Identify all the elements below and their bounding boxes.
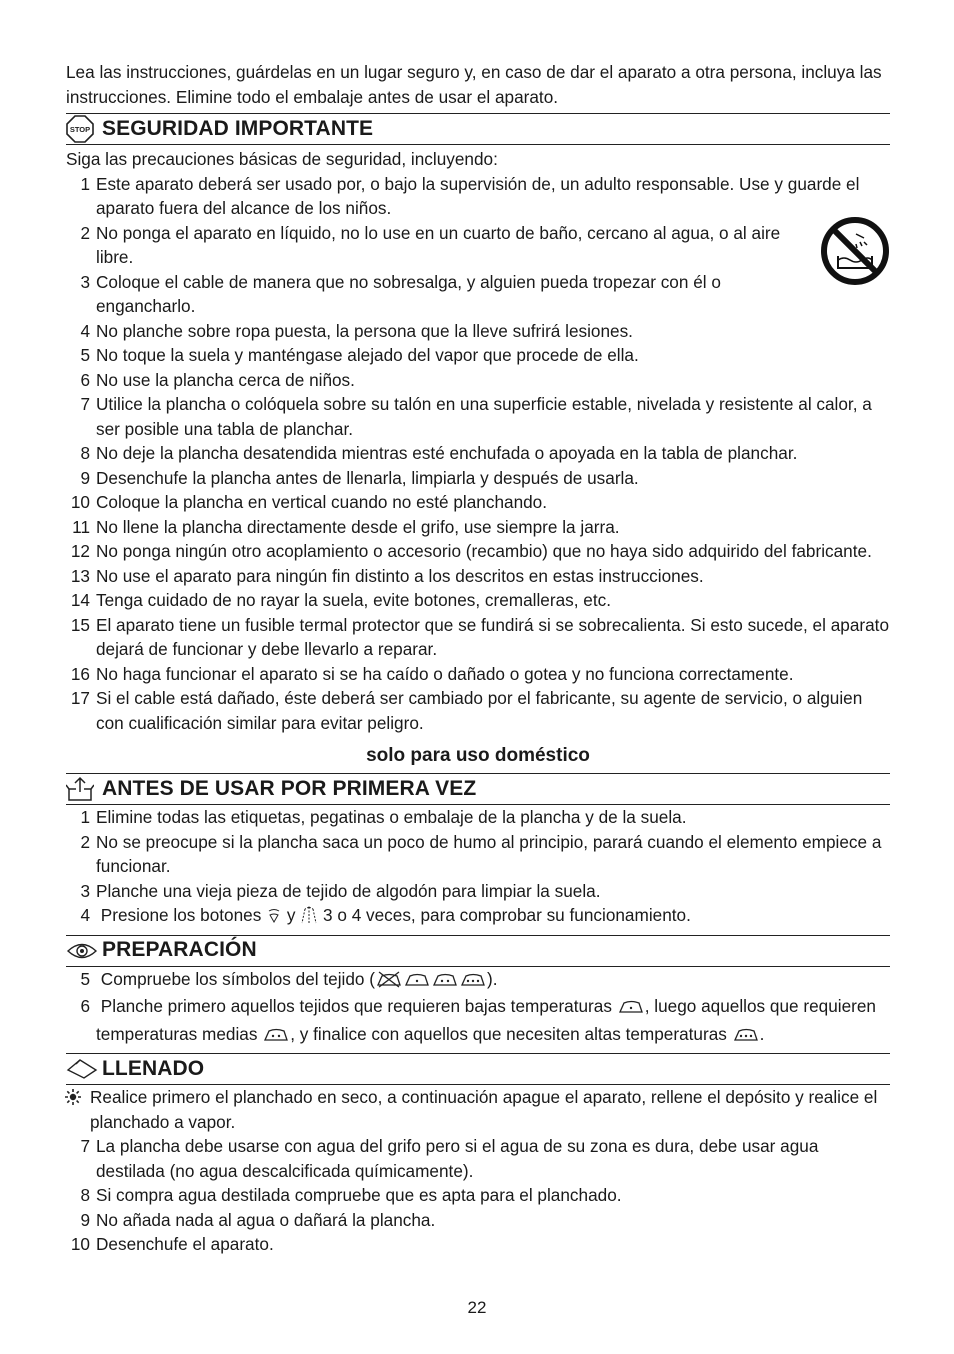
list-item: [66, 539, 890, 564]
item-text: No planche sobre ropa puesta, la persona que la lleve sufrirá lesiones.: [96, 320, 633, 341]
item-number: 13: [70, 565, 90, 586]
section-header-filling: [66, 1053, 890, 1085]
filling-list: [66, 1134, 890, 1257]
list-item: 6 Planche primero aquellos tejidos que requieren bajas temperaturas , luego aquellos que requieren temperaturas medias , y finalice con aquellos que necesiten altas temperaturas .: [66, 994, 890, 1049]
item-text: No use el aparato para ningún fin distinto a los descritos en estas instrucciones.: [96, 565, 704, 586]
section-header-first-use: [66, 773, 890, 805]
item-text: Desenchufe el aparato.: [96, 1234, 274, 1254]
intro-paragraph: Lea las instrucciones, guárdelas en un lugar seguro y, en caso de dar el aparato a otra persona, incluya las instrucciones. Elimine todo el embalaje antes de usar el aparato.: [66, 62, 882, 107]
iron-high-icon: [459, 970, 487, 995]
list-item: [66, 805, 890, 830]
list-item: [66, 172, 890, 221]
svg-text:STOP: STOP: [69, 125, 91, 134]
list-item: [66, 515, 890, 540]
item-number: 9: [80, 467, 90, 488]
list-item: [66, 686, 890, 735]
item-text: El aparato tiene un fusible termal protector que se fundirá si se sobrecalienta. Si esto sucede, el aparato dejará de funcionar y debe llevarlo a reparar.: [96, 614, 889, 659]
item-text: No añada nada al agua o dañará la plancha.: [96, 1209, 436, 1230]
item-text: No ponga el aparato en líquido, no lo use en un cuarto de baño, cercano al agua, o al aire libre.: [96, 222, 781, 267]
item-number: 11: [72, 516, 90, 537]
safety-list: [66, 172, 890, 736]
item-number: 15: [70, 614, 90, 635]
item-text: No se preocupe si la plancha saca un poco de humo al principio, parará cuando el elemento empiece a funcionar.: [96, 831, 882, 876]
item-text: Planche una vieja pieza de tejido de algodón para limpiar la suela.: [96, 880, 601, 901]
preparation-list: [66, 967, 890, 1050]
section-title: SEGURIDAD IMPORTANTE: [102, 116, 374, 140]
item-number: 1: [80, 173, 90, 194]
no-iron-icon: [375, 970, 403, 995]
item-text: Si compra agua destilada compruebe que es apta para el planchado.: [96, 1185, 622, 1205]
section-title: PREPARACIÓN: [102, 938, 257, 962]
list-item: [66, 613, 890, 662]
first-use-list-item4: [66, 903, 890, 931]
list-item: 4 Presione los botones y 3 o 4 veces, para comprobar su funcionamiento.: [66, 903, 890, 931]
item-text: No haga funcionar el aparato si se ha caído o dañado o gotea y no funciona correctamente.: [96, 663, 794, 684]
list-item: [66, 441, 890, 466]
page-number: 22: [467, 1298, 487, 1317]
list-item: [66, 319, 890, 344]
item-number: 7: [80, 394, 90, 414]
list-item: [66, 466, 890, 491]
section-header-preparation: [66, 935, 890, 967]
item-number: 3: [80, 880, 90, 901]
item-number: 14: [70, 590, 90, 610]
steam-shot-icon: [266, 906, 282, 931]
item-text: Desenchufe la plancha antes de llenarla, limpiarla y después de usarla.: [96, 467, 639, 488]
first-use-list: [66, 805, 890, 903]
no-water-bath-icon: [820, 216, 890, 286]
item-number: 16: [70, 663, 90, 684]
list-item: [66, 1232, 890, 1257]
domestic-use-note: solo para uso doméstico: [366, 745, 590, 766]
list-item: [66, 270, 890, 319]
section-title: LLENADO: [102, 1056, 205, 1080]
iron-medium-icon: [262, 1025, 290, 1050]
item-number: 3: [80, 271, 90, 292]
list-item: [66, 490, 890, 515]
item-number: 10: [70, 492, 90, 512]
item-number: 6: [80, 369, 90, 390]
eye-icon: [66, 941, 102, 961]
item-text: No toque la suela y manténgase alejado del vapor que procede de ella.: [96, 345, 639, 365]
safety-lead: Siga las precauciones básicas de seguridad, incluyendo:: [66, 149, 498, 169]
item-number: 10: [70, 1234, 90, 1254]
item-number: 17: [70, 688, 90, 708]
section-title: ANTES DE USAR POR PRIMERA VEZ: [102, 776, 477, 800]
item-number: 5: [80, 345, 90, 365]
section-header-safety: [66, 113, 890, 145]
iron-low-icon: [403, 970, 431, 995]
jug-icon: [66, 1058, 102, 1080]
item-text: No deje la plancha desatendida mientras esté enchufada o apoyada en la tabla de planchar.: [96, 443, 798, 463]
list-item: [66, 662, 890, 687]
unpack-box-icon: [66, 776, 102, 802]
item-text: No ponga ningún otro acoplamiento o accesorio (recambio) que no haya sido adquirido del fabricante.: [96, 541, 872, 561]
list-item: [66, 879, 890, 904]
item-number: 8: [80, 443, 90, 463]
item-text: Elimine todas las etiquetas, pegatinas o embalaje de la plancha y de la suela.: [96, 807, 687, 827]
item-number: 7: [80, 1136, 90, 1156]
list-item: [66, 564, 890, 589]
iron-high-icon: [732, 1025, 760, 1050]
list-item: [66, 343, 890, 368]
item-number: 2: [80, 831, 90, 852]
item-number: 2: [80, 222, 90, 243]
list-item: [66, 392, 890, 441]
list-item: [66, 1183, 890, 1208]
iron-medium-icon: [431, 970, 459, 995]
item-number: 8: [80, 1185, 90, 1205]
item-number: 1: [80, 807, 90, 827]
item-number: 9: [80, 1209, 90, 1230]
stop-icon: [66, 115, 102, 143]
list-item: 5 Compruebe los símbolos del tejido ( ).: [66, 967, 890, 995]
list-item: [66, 1134, 890, 1183]
iron-low-icon: [617, 997, 645, 1022]
item-text: Utilice la plancha o colóquela sobre su talón en una superficie estable, nivelada y resistente al calor, a ser posible una tabla de planchar.: [96, 394, 872, 439]
filling-note: [66, 1085, 890, 1134]
manual-page: [66, 60, 890, 1257]
list-item: [66, 830, 890, 879]
item-number: 12: [70, 541, 90, 561]
item-text: Coloque el cable de manera que no sobresalga, y alguien pueda tropezar con él o engancharlo.: [96, 271, 721, 316]
list-item: [66, 221, 890, 270]
list-item: [66, 1208, 890, 1233]
item-text: La plancha debe usarse con agua del grifo pero si el agua de su zona es dura, debe usar agua destilada (no agua descalcificada químicamente).: [96, 1136, 819, 1181]
item-text: No llene la plancha directamente desde el grifo, use siempre la jarra.: [96, 516, 620, 537]
spray-icon: [300, 906, 318, 931]
sun-icon: [66, 1085, 90, 1134]
item-text: Tenga cuidado de no rayar la suela, evite botones, cremalleras, etc.: [96, 590, 611, 610]
item-text: Coloque la plancha en vertical cuando no esté planchando.: [96, 492, 548, 512]
list-item: [66, 588, 890, 613]
item-text: Si el cable está dañado, éste deberá ser cambiado por el fabricante, su agente de servicio, o alguien con cualificación similar para evitar peligro.: [96, 688, 863, 733]
item-text: No use la plancha cerca de niños.: [96, 369, 355, 390]
list-item: [66, 368, 890, 393]
item-number: 4: [80, 320, 90, 341]
item-text: Este aparato deberá ser usado por, o bajo la supervisión de, un adulto responsable. Use y guarde el aparato fuera del alcance de los niños.: [96, 173, 860, 218]
list-item: Realice primero el planchado en seco, a continuación apague el aparato, rellene el depósito y realice el planchado a vapor.: [66, 1085, 890, 1134]
